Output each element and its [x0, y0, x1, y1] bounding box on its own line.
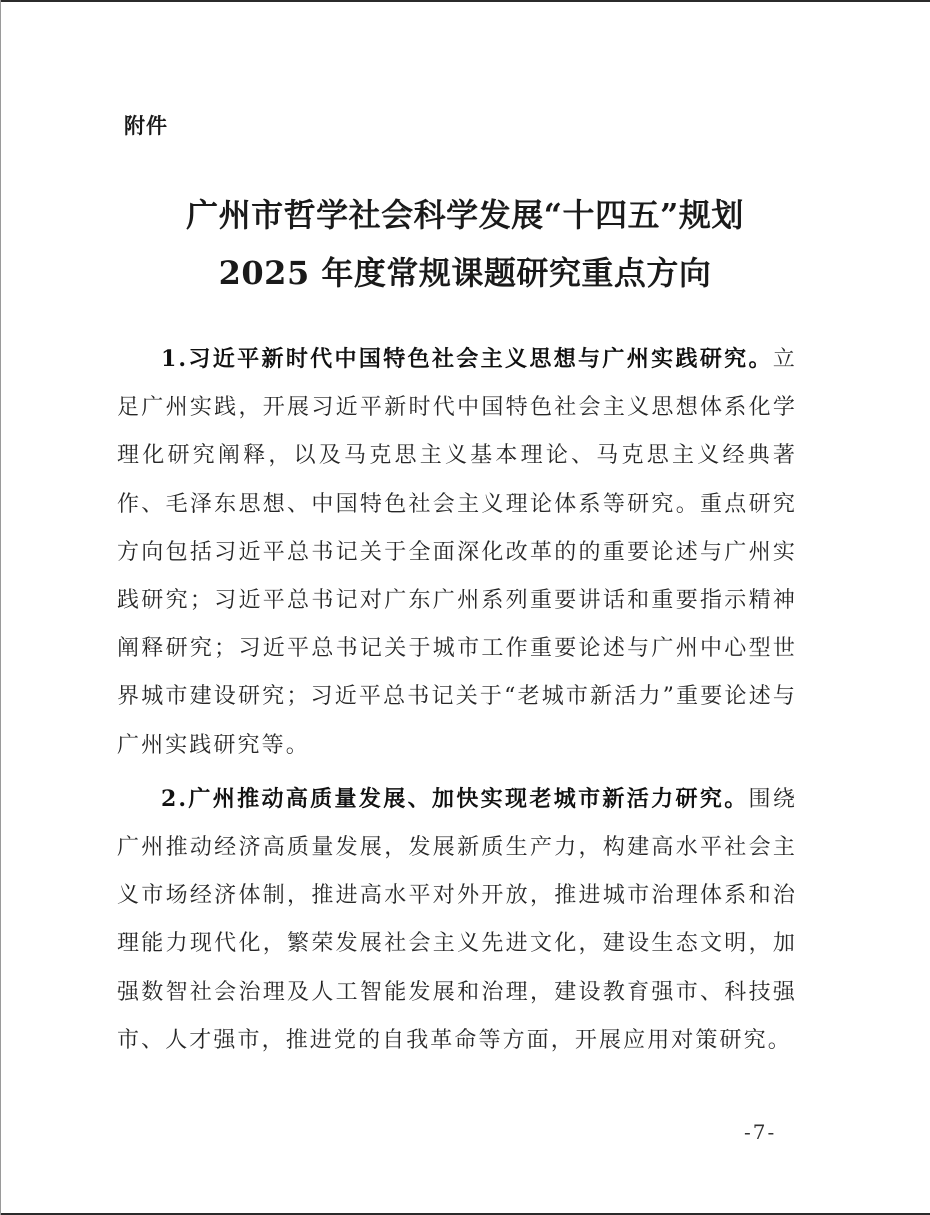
paragraph-1-heading: 1.习近平新时代中国特色社会主义思想与广州实践研究。 — [161, 346, 773, 372]
document-body — [117, 335, 797, 1070]
document-title-line-2: 2025 年度常规课题研究重点方向 — [218, 254, 712, 292]
paragraph-2 — [117, 775, 797, 1065]
paragraph-1 — [117, 335, 797, 770]
page-left-border — [0, 0, 1, 1215]
attachment-label: 附件 — [124, 114, 168, 138]
document-title-line-1: 广州市哲学社会科学发展“十四五”规划 — [186, 196, 744, 234]
page-top-border — [0, 0, 930, 2]
paragraph-2-text: 围绕广州推动经济高质量发展，发展新质生产力，构建高水平社会主义市场经济体制，推进高水平对外开放，推进城市治理体系和治理能力现代化，繁荣发展社会主义先进文化，建设生态文明，加强数智社会治理及人工智能发展和治理，建设教育强市、科技强市、人才强市，推进党的自我革命等方面，开展应用对策研究。 — [117, 786, 798, 1053]
page-number: -7- — [744, 1120, 777, 1144]
paragraph-1-text: 立足广州实践，开展习近平新时代中国特色社会主义思想体系化学理化研究阐释，以及马克思主义基本理论、马克思主义经典著作、毛泽东思想、中国特色社会主义理论体系等研究。重点研究方向包括习近平总书记关于全面深化改革的的重要论述与广州实践研究；习近平总书记对广东广州系列重要讲话和重要指示精神阐释研究；习近平总书记关于城市工作重要论述与广州中心型世界城市建设研究；习近平总书记关于“老城市新活力”重要论述与广州实践研究等。 — [117, 347, 797, 758]
paragraph-2-heading: 2.广州推动高质量发展、加快实现老城市新活力研究。 — [161, 785, 749, 812]
